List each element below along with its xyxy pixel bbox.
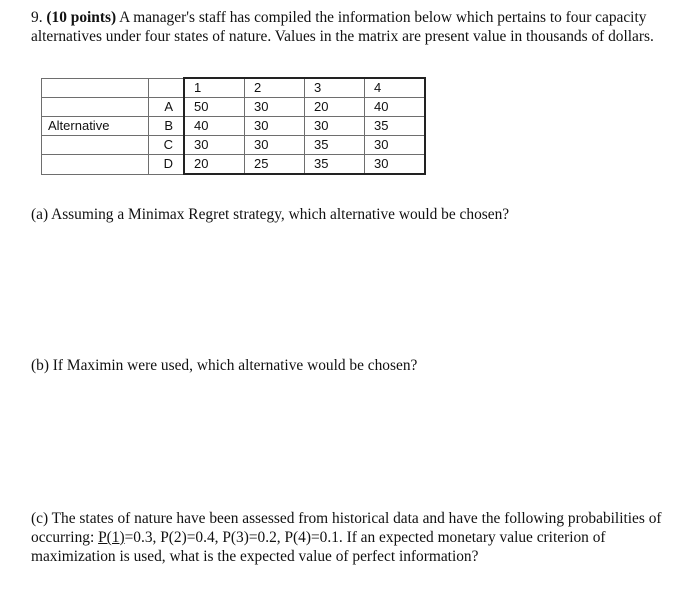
payoff-cell: 30 [305,117,365,136]
part-b-question: (b) If Maximin were used, which alternative would be chosen? [31,357,418,374]
empty-cell [42,98,149,117]
payoff-cell: 40 [365,98,426,117]
payoff-cell: 20 [305,98,365,117]
payoff-cell: 30 [245,136,305,155]
table-row [42,98,426,117]
alternative-label: A [149,98,185,117]
alternative-label: C [149,136,185,155]
question-intro [31,8,681,46]
payoff-cell: 20 [184,155,245,175]
payoff-cell: 30 [245,117,305,136]
question-number: 9. [31,9,43,26]
empty-cell [42,136,149,155]
header-row [42,78,426,98]
table-row [42,117,426,136]
part-c-rest: =0.3, P(2)=0.4, P(3)=0.2, P(4)=0.1. If an expected monetary value criterion of maximization is used, what is the expected value of perfect information? [31,529,606,565]
payoff-cell: 30 [184,136,245,155]
empty-cell [42,155,149,175]
state-header: 2 [245,78,305,98]
alternative-label: D [149,155,185,175]
payoff-cell: 40 [184,117,245,136]
payoff-cell: 30 [245,98,305,117]
empty-cell [42,78,149,98]
payoff-cell: 30 [365,136,426,155]
table-row [42,155,426,175]
part-a-question: (a) Assuming a Minimax Regret strategy, which alternative would be chosen? [31,206,510,223]
part-c-question [31,509,671,566]
payoff-cell: 35 [305,155,365,175]
state-header: 1 [184,78,245,98]
payoff-matrix [41,77,426,175]
payoff-cell: 25 [245,155,305,175]
table-row [42,136,426,155]
empty-cell [149,78,185,98]
alternative-label: B [149,117,185,136]
payoff-cell: 50 [184,98,245,117]
state-header: 4 [365,78,426,98]
row-group-label: Alternative [42,117,149,136]
part-c-p1: P(1) [98,529,125,546]
payoff-cell: 35 [365,117,426,136]
part-c-intro: (c) The states of nature have been assessed from historical data and have the following probabilities of occurring: [31,510,662,546]
payoff-cell: 30 [365,155,426,175]
question-points: (10 points) [46,9,117,26]
payoff-cell: 35 [305,136,365,155]
state-header: 3 [305,78,365,98]
question-text: A manager's staff has compiled the information below which pertains to four capacity alternatives under four states of nature. Values in the matrix are present value in thousands of dollars. [31,9,654,45]
